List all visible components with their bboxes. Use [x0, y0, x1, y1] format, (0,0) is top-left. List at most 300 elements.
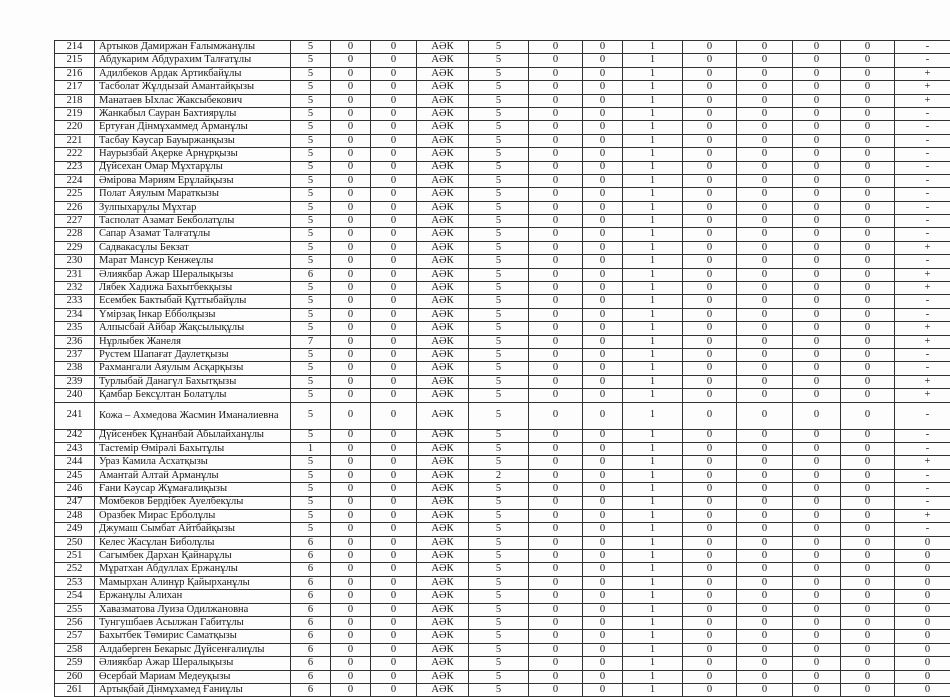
col-3: 5: [291, 174, 331, 187]
col-10: 1: [623, 509, 683, 522]
col-10: 1: [623, 228, 683, 241]
col-7: 5: [469, 107, 529, 120]
col-12: 0: [737, 54, 793, 67]
mark-cell: -: [895, 496, 950, 509]
col-10: 1: [623, 215, 683, 228]
col-3: 5: [291, 134, 331, 147]
col-4: 0: [331, 362, 371, 375]
full-name: Мамырхан Алинұр Қайырханұлы: [95, 576, 291, 589]
col-9: 0: [583, 429, 623, 442]
col-10: 1: [623, 590, 683, 603]
col-3: 1: [291, 442, 331, 455]
col-4: 0: [331, 630, 371, 643]
full-name: Ғани Кәусар Жұмағалиқызы: [95, 483, 291, 496]
col-5: 0: [371, 81, 417, 94]
full-name: Артықбай Дінмұхамед Ғаниұлы: [95, 683, 291, 696]
col-11: 0: [683, 148, 737, 161]
col-11: 0: [683, 617, 737, 630]
mark-cell: +: [895, 94, 950, 107]
col-8: 0: [529, 161, 583, 174]
col-12: 0: [737, 523, 793, 536]
full-name: Бахытбек Төмирис Саматқызы: [95, 630, 291, 643]
col-10: 1: [623, 523, 683, 536]
program-code: АӘК: [417, 576, 469, 589]
col-9: 0: [583, 550, 623, 563]
col-14: 0: [841, 469, 895, 482]
col-8: 0: [529, 81, 583, 94]
col-11: 0: [683, 630, 737, 643]
mark-cell: +: [895, 241, 950, 254]
col-12: 0: [737, 268, 793, 281]
col-13: 0: [793, 630, 841, 643]
row-number: 237: [55, 348, 95, 361]
col-10: 1: [623, 295, 683, 308]
col-13: 0: [793, 603, 841, 616]
col-14: 0: [841, 362, 895, 375]
col-14: 0: [841, 509, 895, 522]
table-row: [55, 188, 950, 201]
mark-cell: 0: [895, 576, 950, 589]
col-8: 0: [529, 442, 583, 455]
col-3: 6: [291, 536, 331, 549]
col-14: 0: [841, 617, 895, 630]
col-7: 5: [469, 670, 529, 683]
mark-cell: -: [895, 442, 950, 455]
col-4: 0: [331, 429, 371, 442]
col-9: 0: [583, 402, 623, 429]
mark-cell: -: [895, 188, 950, 201]
col-4: 0: [331, 576, 371, 589]
col-3: 7: [291, 335, 331, 348]
col-13: 0: [793, 683, 841, 696]
full-name: Дүйсенбек Құнанбай Абылайханұлы: [95, 429, 291, 442]
col-8: 0: [529, 429, 583, 442]
col-14: 0: [841, 483, 895, 496]
col-4: 0: [331, 469, 371, 482]
col-9: 0: [583, 536, 623, 549]
program-code: АӘК: [417, 348, 469, 361]
col-11: 0: [683, 308, 737, 321]
col-13: 0: [793, 496, 841, 509]
col-13: 0: [793, 201, 841, 214]
col-9: 0: [583, 630, 623, 643]
col-7: 5: [469, 94, 529, 107]
program-code: АӘК: [417, 362, 469, 375]
col-5: 0: [371, 121, 417, 134]
col-9: 0: [583, 107, 623, 120]
mark-cell: -: [895, 161, 950, 174]
mark-cell: 0: [895, 630, 950, 643]
col-7: 5: [469, 603, 529, 616]
full-name: Алпысбай Айбар Жақсылықұлы: [95, 322, 291, 335]
col-7: 5: [469, 590, 529, 603]
col-3: 5: [291, 188, 331, 201]
mark-cell: -: [895, 54, 950, 67]
col-8: 0: [529, 630, 583, 643]
col-5: 0: [371, 429, 417, 442]
col-12: 0: [737, 335, 793, 348]
col-9: 0: [583, 201, 623, 214]
col-3: 5: [291, 469, 331, 482]
col-13: 0: [793, 81, 841, 94]
col-12: 0: [737, 201, 793, 214]
col-7: 5: [469, 134, 529, 147]
col-7: 5: [469, 429, 529, 442]
full-name: Турлыбай Данагүл Бахытқызы: [95, 375, 291, 388]
col-12: 0: [737, 389, 793, 402]
table-row: [55, 295, 950, 308]
col-11: 0: [683, 348, 737, 361]
mark-cell: +: [895, 268, 950, 281]
col-5: 0: [371, 228, 417, 241]
col-11: 0: [683, 456, 737, 469]
mark-cell: +: [895, 389, 950, 402]
col-4: 0: [331, 174, 371, 187]
col-11: 0: [683, 429, 737, 442]
row-number: 239: [55, 375, 95, 388]
col-7: 5: [469, 335, 529, 348]
col-13: 0: [793, 161, 841, 174]
col-11: 0: [683, 563, 737, 576]
col-10: 1: [623, 536, 683, 549]
program-code: АӘК: [417, 429, 469, 442]
full-name: Рахмангали Аяулым Асқарқызы: [95, 362, 291, 375]
col-4: 0: [331, 348, 371, 361]
col-14: 0: [841, 94, 895, 107]
col-11: 0: [683, 576, 737, 589]
col-10: 1: [623, 469, 683, 482]
col-14: 0: [841, 295, 895, 308]
col-13: 0: [793, 308, 841, 321]
mark-cell: +: [895, 282, 950, 295]
mark-cell: -: [895, 469, 950, 482]
row-number: 250: [55, 536, 95, 549]
col-11: 0: [683, 268, 737, 281]
col-14: 0: [841, 161, 895, 174]
col-5: 0: [371, 563, 417, 576]
col-7: 5: [469, 643, 529, 656]
col-3: 5: [291, 402, 331, 429]
program-code: АӘК: [417, 483, 469, 496]
col-4: 0: [331, 54, 371, 67]
col-13: 0: [793, 362, 841, 375]
table-row: [55, 121, 950, 134]
col-5: 0: [371, 643, 417, 656]
program-code: АӘК: [417, 643, 469, 656]
col-8: 0: [529, 295, 583, 308]
col-11: 0: [683, 657, 737, 670]
col-9: 0: [583, 456, 623, 469]
col-10: 1: [623, 402, 683, 429]
col-12: 0: [737, 670, 793, 683]
col-9: 0: [583, 67, 623, 80]
col-10: 1: [623, 94, 683, 107]
full-name: Хавазматова Луиза Одилжановна: [95, 603, 291, 616]
col-9: 0: [583, 670, 623, 683]
col-3: 5: [291, 456, 331, 469]
col-10: 1: [623, 429, 683, 442]
col-4: 0: [331, 670, 371, 683]
program-code: АӘК: [417, 469, 469, 482]
full-name: Джумаш Сымбат Айтбайқызы: [95, 523, 291, 536]
col-4: 0: [331, 107, 371, 120]
full-name: Полат Аяулым Мараткызы: [95, 188, 291, 201]
col-5: 0: [371, 67, 417, 80]
row-number: 227: [55, 215, 95, 228]
col-11: 0: [683, 603, 737, 616]
row-number: 235: [55, 322, 95, 335]
col-14: 0: [841, 603, 895, 616]
col-8: 0: [529, 335, 583, 348]
col-5: 0: [371, 456, 417, 469]
col-5: 0: [371, 389, 417, 402]
full-name: Тасболат Жұлдызай Амантайқызы: [95, 81, 291, 94]
col-13: 0: [793, 148, 841, 161]
row-number: 249: [55, 523, 95, 536]
col-7: 5: [469, 121, 529, 134]
row-number: 221: [55, 134, 95, 147]
col-14: 0: [841, 322, 895, 335]
col-7: 5: [469, 81, 529, 94]
col-8: 0: [529, 375, 583, 388]
col-3: 5: [291, 148, 331, 161]
program-code: АӘК: [417, 389, 469, 402]
col-10: 1: [623, 683, 683, 696]
row-number: 260: [55, 670, 95, 683]
program-code: АӘК: [417, 215, 469, 228]
col-10: 1: [623, 442, 683, 455]
row-number: 255: [55, 603, 95, 616]
full-name: Әмірова Мәриям Ерұлайқызы: [95, 174, 291, 187]
mark-cell: +: [895, 509, 950, 522]
col-14: 0: [841, 429, 895, 442]
col-5: 0: [371, 402, 417, 429]
col-12: 0: [737, 375, 793, 388]
table-row: [55, 241, 950, 254]
row-number: 256: [55, 617, 95, 630]
row-number: 240: [55, 389, 95, 402]
col-13: 0: [793, 509, 841, 522]
col-8: 0: [529, 241, 583, 254]
full-name: Тасбау Кәусар Бауыржанқызы: [95, 134, 291, 147]
col-13: 0: [793, 268, 841, 281]
col-7: 5: [469, 389, 529, 402]
col-5: 0: [371, 670, 417, 683]
col-9: 0: [583, 255, 623, 268]
col-8: 0: [529, 362, 583, 375]
col-3: 6: [291, 576, 331, 589]
col-5: 0: [371, 54, 417, 67]
col-11: 0: [683, 375, 737, 388]
col-4: 0: [331, 389, 371, 402]
col-4: 0: [331, 282, 371, 295]
full-name: Есембек Бактыбай Құттыбайұлы: [95, 295, 291, 308]
program-code: АӘК: [417, 228, 469, 241]
col-5: 0: [371, 255, 417, 268]
program-code: АӘК: [417, 54, 469, 67]
full-name: Әлиякбар Ажар Шералықызы: [95, 268, 291, 281]
col-3: 5: [291, 496, 331, 509]
col-14: 0: [841, 201, 895, 214]
col-10: 1: [623, 483, 683, 496]
col-3: 6: [291, 683, 331, 696]
mark-cell: -: [895, 148, 950, 161]
col-13: 0: [793, 94, 841, 107]
col-12: 0: [737, 456, 793, 469]
col-11: 0: [683, 54, 737, 67]
table-row: [55, 201, 950, 214]
row-number: 222: [55, 148, 95, 161]
col-9: 0: [583, 215, 623, 228]
col-3: 5: [291, 107, 331, 120]
col-8: 0: [529, 523, 583, 536]
col-4: 0: [331, 402, 371, 429]
full-name: Момбеков Бердібек Ауелбекұлы: [95, 496, 291, 509]
table-row: [55, 335, 950, 348]
col-10: 1: [623, 121, 683, 134]
mark-cell: +: [895, 456, 950, 469]
col-7: 5: [469, 483, 529, 496]
col-9: 0: [583, 389, 623, 402]
full-name: Зулпыхарұлы Мұхтар: [95, 201, 291, 214]
program-code: АӘК: [417, 308, 469, 321]
mark-cell: -: [895, 41, 950, 54]
mark-cell: -: [895, 429, 950, 442]
col-8: 0: [529, 590, 583, 603]
col-10: 1: [623, 308, 683, 321]
col-5: 0: [371, 148, 417, 161]
col-5: 0: [371, 469, 417, 482]
mark-cell: -: [895, 201, 950, 214]
table-row: [55, 442, 950, 455]
col-13: 0: [793, 469, 841, 482]
col-7: 5: [469, 550, 529, 563]
col-8: 0: [529, 215, 583, 228]
col-11: 0: [683, 335, 737, 348]
col-11: 0: [683, 670, 737, 683]
col-8: 0: [529, 683, 583, 696]
col-4: 0: [331, 148, 371, 161]
full-name: Жанкабыл Сауран Бахтиярұлы: [95, 107, 291, 120]
col-3: 5: [291, 94, 331, 107]
col-4: 0: [331, 536, 371, 549]
full-name: Ертуған Дінмұхаммед Арманұлы: [95, 121, 291, 134]
col-14: 0: [841, 576, 895, 589]
col-9: 0: [583, 657, 623, 670]
col-7: 5: [469, 509, 529, 522]
col-7: 5: [469, 161, 529, 174]
col-7: 5: [469, 442, 529, 455]
col-10: 1: [623, 576, 683, 589]
table-row: [55, 523, 950, 536]
program-code: АӘК: [417, 241, 469, 254]
program-code: АӘК: [417, 590, 469, 603]
col-13: 0: [793, 322, 841, 335]
col-3: 5: [291, 241, 331, 254]
col-13: 0: [793, 67, 841, 80]
col-13: 0: [793, 41, 841, 54]
col-5: 0: [371, 523, 417, 536]
col-3: 6: [291, 617, 331, 630]
col-7: 5: [469, 496, 529, 509]
full-name: Садвакасұлы Бекзат: [95, 241, 291, 254]
full-name: Ержанұлы Алихан: [95, 590, 291, 603]
col-13: 0: [793, 590, 841, 603]
table-row: [55, 630, 950, 643]
col-13: 0: [793, 295, 841, 308]
col-14: 0: [841, 255, 895, 268]
col-10: 1: [623, 188, 683, 201]
col-8: 0: [529, 255, 583, 268]
program-code: АӘК: [417, 282, 469, 295]
col-4: 0: [331, 550, 371, 563]
col-7: 5: [469, 282, 529, 295]
col-7: 5: [469, 215, 529, 228]
col-13: 0: [793, 536, 841, 549]
row-number: 253: [55, 576, 95, 589]
col-9: 0: [583, 496, 623, 509]
full-name: Абдукарим Абдурахим Талғатұлы: [95, 54, 291, 67]
col-4: 0: [331, 188, 371, 201]
col-10: 1: [623, 255, 683, 268]
col-14: 0: [841, 335, 895, 348]
col-4: 0: [331, 201, 371, 214]
row-number: 232: [55, 282, 95, 295]
program-code: АӘК: [417, 134, 469, 147]
col-5: 0: [371, 308, 417, 321]
mark-cell: -: [895, 255, 950, 268]
col-9: 0: [583, 362, 623, 375]
col-13: 0: [793, 429, 841, 442]
full-name: Адилбеков Ардак Артикбайұлы: [95, 67, 291, 80]
col-9: 0: [583, 348, 623, 361]
col-9: 0: [583, 148, 623, 161]
col-7: 5: [469, 54, 529, 67]
table-row: [55, 282, 950, 295]
col-12: 0: [737, 590, 793, 603]
col-12: 0: [737, 617, 793, 630]
col-3: 5: [291, 389, 331, 402]
col-10: 1: [623, 657, 683, 670]
row-number: 223: [55, 161, 95, 174]
table-row: [55, 67, 950, 80]
full-name: Өсербай Мариам Медеуқызы: [95, 670, 291, 683]
mark-cell: 0: [895, 643, 950, 656]
col-9: 0: [583, 228, 623, 241]
program-code: АӘК: [417, 41, 469, 54]
col-12: 0: [737, 576, 793, 589]
col-11: 0: [683, 174, 737, 187]
col-10: 1: [623, 81, 683, 94]
full-name: Тунгушбаев Асылжан Габитұлы: [95, 617, 291, 630]
col-11: 0: [683, 550, 737, 563]
table-row: [55, 322, 950, 335]
col-11: 0: [683, 322, 737, 335]
col-10: 1: [623, 67, 683, 80]
col-7: 5: [469, 322, 529, 335]
col-4: 0: [331, 643, 371, 656]
col-4: 0: [331, 496, 371, 509]
col-14: 0: [841, 683, 895, 696]
col-7: 2: [469, 469, 529, 482]
mark-cell: -: [895, 295, 950, 308]
col-9: 0: [583, 54, 623, 67]
col-12: 0: [737, 402, 793, 429]
col-9: 0: [583, 161, 623, 174]
col-13: 0: [793, 643, 841, 656]
full-name: Алдаберген Бекарыс Дүйсенғалиұлы: [95, 643, 291, 656]
full-name: Сагымбек Дархан Қайнарұлы: [95, 550, 291, 563]
